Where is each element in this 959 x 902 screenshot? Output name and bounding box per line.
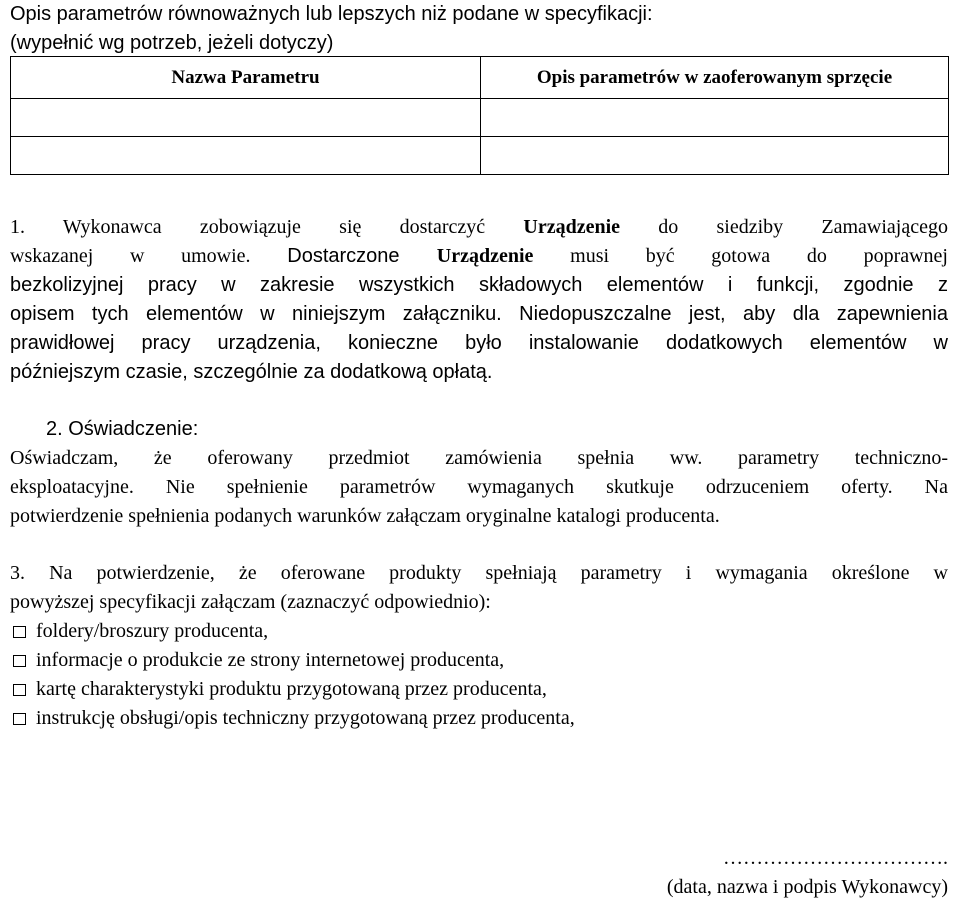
intro-line-1: Opis parametrów równoważnych lub lepszych niż podane w specyfikacji: bbox=[10, 3, 653, 25]
table-cell-parameter-name[interactable] bbox=[11, 137, 481, 175]
table-row bbox=[11, 137, 949, 175]
section-2-paragraph bbox=[10, 415, 948, 531]
checkbox-icon[interactable] bbox=[13, 684, 26, 696]
section-1-line-1: 1. Wykonawca zobowiązuje się dostarczyć Urządzenie do siedziby Zamawiającego bbox=[10, 216, 948, 238]
section-3-line-2: powyższej specyfikacji załączam (zaznaczyć odpowiednio): bbox=[10, 591, 491, 613]
parameters-table bbox=[10, 56, 949, 175]
intro-line-2: (wypełnić wg potrzeb, jeżeli dotyczy) bbox=[10, 32, 334, 54]
section-2-line-2: eksploatacyjne. Nie spełnienie parametrów wymaganych skutkuje odrzuceniem oferty. Na bbox=[10, 476, 948, 498]
column-header-parameter-description: Opis parametrów w zaoferowanym sprzęcie bbox=[481, 57, 949, 99]
intro-block bbox=[10, 0, 948, 58]
list-item: instrukcję obsługi/opis techniczny przygotowaną przez producenta, bbox=[10, 704, 948, 733]
section-1-line-2: wskazanej w umowie. Dostarczone Urządzenie musi być gotowa do poprawnej bbox=[10, 245, 948, 267]
column-header-parameter-name: Nazwa Parametru bbox=[11, 57, 481, 99]
list-item: kartę charakterystyki produktu przygotowaną przez producenta, bbox=[10, 675, 948, 704]
section-2-line-1: Oświadczam, że oferowany przedmiot zamówienia spełnia ww. parametry techniczno- bbox=[10, 447, 948, 469]
section-2-heading: 2. Oświadczenie: bbox=[46, 418, 199, 440]
section-2-line-3: potwierdzenie spełnienia podanych warunków załączam oryginalne katalogi producenta. bbox=[10, 505, 720, 527]
signature-caption: (data, nazwa i podpis Wykonawcy) bbox=[666, 876, 948, 898]
checkbox-icon[interactable] bbox=[13, 655, 26, 667]
table-cell-parameter-description[interactable] bbox=[481, 137, 949, 175]
section-1-line-4: opisem tych elementów w niniejszym załączniku. Niedopuszczalne jest, aby dla zapewnienia bbox=[10, 303, 948, 325]
table-cell-parameter-description[interactable] bbox=[481, 99, 949, 137]
table-cell-parameter-name[interactable] bbox=[11, 99, 481, 137]
signature-dotted-line: ……………………………. bbox=[723, 847, 948, 869]
section-1-paragraph bbox=[10, 213, 948, 387]
signature-block bbox=[667, 844, 948, 902]
table-row bbox=[11, 99, 949, 137]
section-1-line-5: prawidłowej pracy urządzenia, konieczne było instalowanie dodatkowych elementów w bbox=[10, 332, 948, 354]
checkbox-icon[interactable] bbox=[13, 713, 26, 725]
table-header-row bbox=[11, 57, 949, 99]
checkbox-icon[interactable] bbox=[13, 626, 26, 638]
section-3-line-1: 3. Na potwierdzenie, że oferowane produkty spełniają parametry i wymagania określone w bbox=[10, 562, 948, 584]
list-item: foldery/broszury producenta, bbox=[10, 617, 948, 646]
section-1-line-6: późniejszym czasie, szczególnie za dodatkową opłatą. bbox=[10, 361, 493, 383]
section-1-line-3: bezkolizyjnej pracy w zakresie wszystkich składowych elementów i funkcji, zgodnie z bbox=[10, 274, 948, 296]
section-3-paragraph bbox=[10, 559, 948, 617]
list-item: informacje o produkcie ze strony internetowej producenta, bbox=[10, 646, 948, 675]
attachment-checklist bbox=[10, 617, 948, 733]
